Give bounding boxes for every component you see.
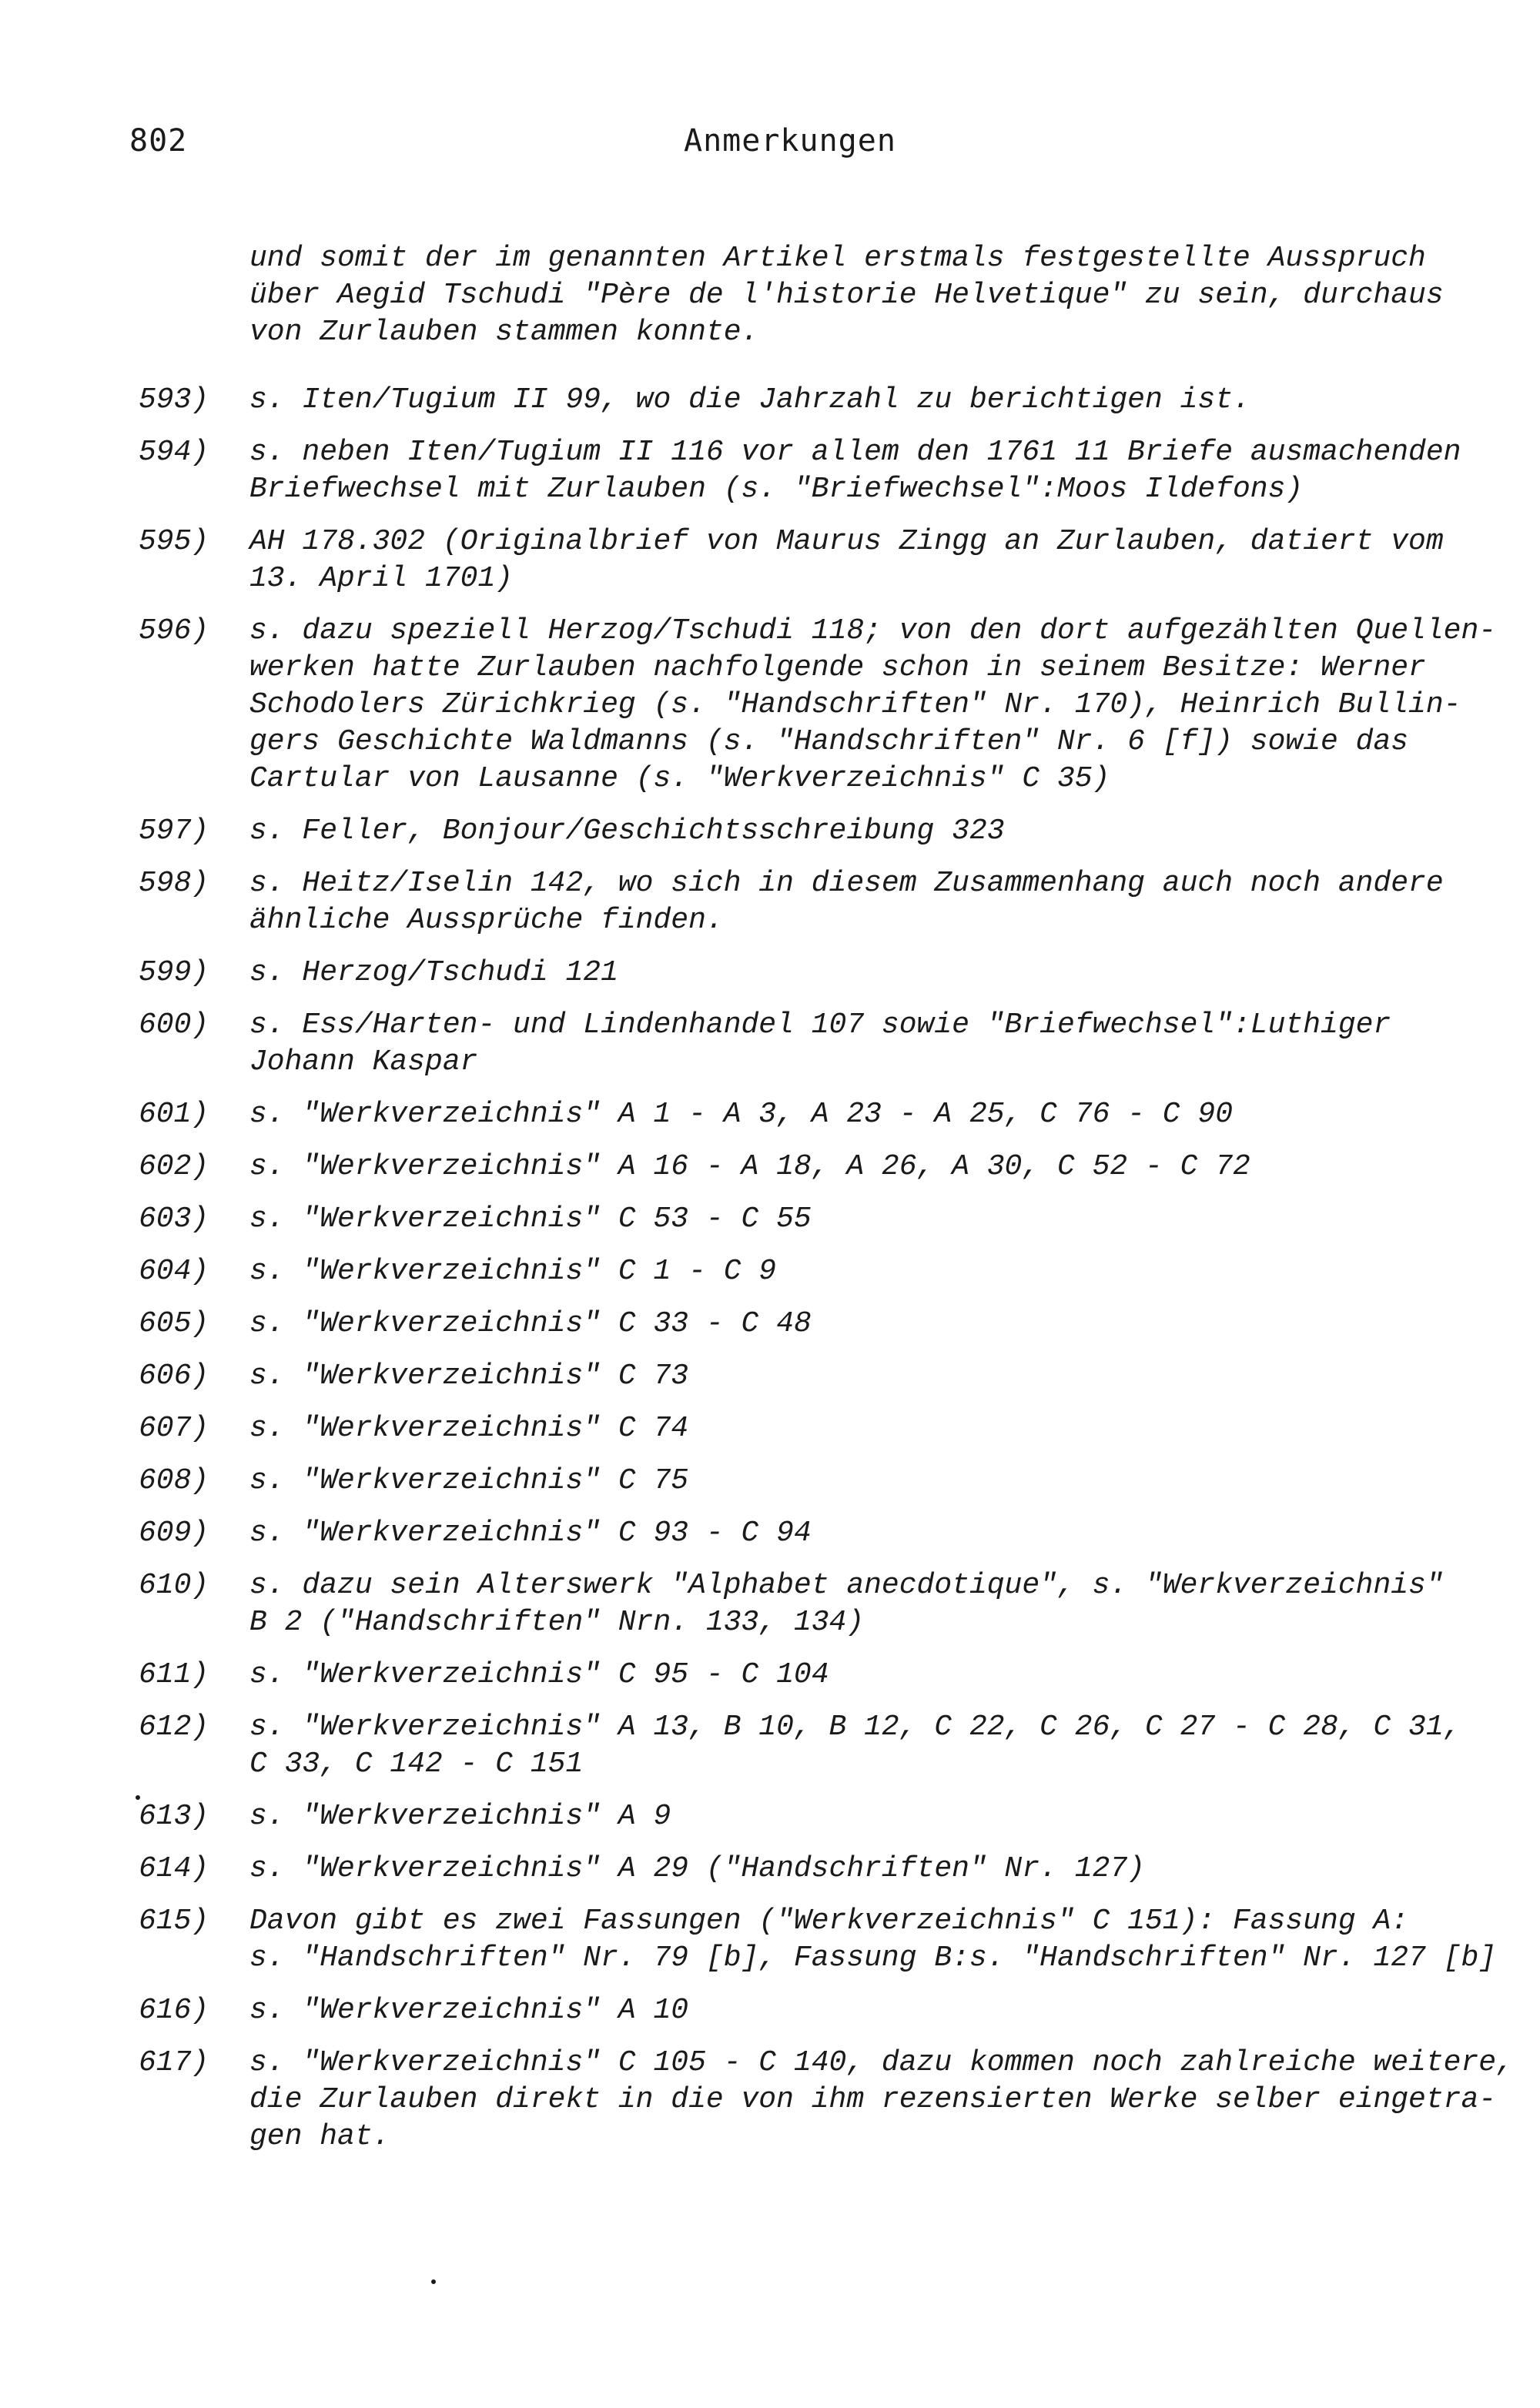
text-line: s. "Werkverzeichnis" A 10 — [249, 1994, 689, 2027]
text-line: s. "Werkverzeichnis" C 1 - C 9 — [249, 1255, 777, 1288]
endnote-text — [249, 1253, 1494, 1290]
text-line: s. "Werkverzeichnis" C 95 - C 104 — [249, 1658, 829, 1691]
text-line: B 2 ("Handschriften" Nrn. 133, 134) — [249, 1606, 865, 1639]
stray-mark — [136, 1795, 140, 1800]
endnote — [139, 1851, 1494, 1888]
endnote — [139, 1410, 1494, 1447]
text-line: s. Herzog/Tschudi 121 — [249, 956, 618, 989]
endnote — [139, 1201, 1494, 1238]
text-line: Schodolers Zürichkrieg (s. "Handschriften" Nr. 170), Heinrich Bullin- — [249, 688, 1461, 721]
endnote-number: 610) — [139, 1569, 209, 1602]
endnote-text — [249, 1358, 1494, 1395]
endnote — [139, 1515, 1494, 1552]
text-line: werken hatte Zurlauben nachfolgende schon in seinem Besitze: Werner — [249, 651, 1426, 684]
text-line: Cartular von Lausanne (s. "Werkverzeichnis" C 35) — [249, 762, 1110, 795]
endnote — [139, 1096, 1494, 1133]
endnote — [139, 613, 1497, 798]
text-line: s. "Werkverzeichnis" A 13, B 10, B 12, C 22, C 26, C 27 - C 28, C 31, — [249, 1711, 1461, 1744]
page-header — [129, 123, 1485, 169]
endnote-number: 601) — [139, 1098, 209, 1131]
endnote — [139, 813, 1494, 850]
endnote — [139, 865, 1494, 939]
endnote — [139, 1657, 1494, 1694]
text-line: Johann Kaspar — [249, 1045, 478, 1079]
endnote-number: 614) — [139, 1852, 209, 1885]
endnote — [139, 1149, 1494, 1186]
text-line: gers Geschichte Waldmanns (s. "Handschriften" Nr. 6 [f]) sowie das — [249, 725, 1409, 758]
endnote-number: 596) — [139, 614, 209, 647]
text-line: s. Feller, Bonjour/Geschichtsschreibung 323 — [249, 814, 1005, 848]
endnote-number: 611) — [139, 1658, 209, 1691]
endnote-number: 612) — [139, 1711, 209, 1744]
endnote-number: 605) — [139, 1307, 209, 1340]
endnote — [139, 1567, 1494, 1641]
text-line: s. dazu sein Alterswerk "Alphabet anecdotique", s. "Werkverzeichnis" — [249, 1569, 1444, 1602]
endnote-text — [249, 434, 1494, 508]
endnotes-list — [139, 366, 1514, 2155]
text-line: s. "Werkverzeichnis" C 53 - C 55 — [249, 1202, 812, 1236]
endnote-number: 617) — [139, 2046, 209, 2079]
text-line: s. neben Iten/Tugium II 116 vor allem den 1761 11 Briefe ausmachenden — [249, 436, 1461, 469]
endnote-text — [249, 1463, 1494, 1500]
text-line: s. dazu speziell Herzog/Tschudi 118; von den dort aufgezählten Quellen- — [249, 614, 1497, 647]
endnote-text — [249, 382, 1494, 419]
stray-mark — [431, 2279, 436, 2284]
text-line: s. "Handschriften" Nr. 79 [b], Fassung B:s. "Handschriften" Nr. 127 [b] — [249, 1941, 1497, 1975]
endnote-text — [249, 1096, 1494, 1133]
endnote-number: 600) — [139, 1008, 209, 1042]
endnote-text — [249, 1709, 1494, 1783]
page-number: 802 — [129, 123, 188, 159]
endnote — [139, 2045, 1514, 2155]
text-line: s. "Werkverzeichnis" C 75 — [249, 1464, 689, 1497]
endnote — [139, 955, 1494, 992]
text-line: s. "Werkverzeichnis" C 93 - C 94 — [249, 1517, 812, 1550]
text-line: s. "Werkverzeichnis" A 29 ("Handschriften" Nr. 127) — [249, 1852, 1145, 1885]
endnote-number: 609) — [139, 1517, 209, 1550]
text-line: die Zurlauben direkt in die von ihm rezensierten Werke selber eingetra- — [249, 2083, 1497, 2116]
endnote-number: 599) — [139, 956, 209, 989]
text-line: C 33, C 142 - C 151 — [249, 1747, 584, 1781]
endnote — [139, 1463, 1494, 1500]
endnote — [139, 434, 1494, 508]
text-line: s. "Werkverzeichnis" C 73 — [249, 1360, 689, 1393]
endnote-text — [249, 523, 1494, 597]
text-line: 13. April 1701) — [249, 562, 514, 595]
endnote-number: 615) — [139, 1905, 209, 1938]
endnote-number: 613) — [139, 1800, 209, 1833]
running-title: Anmerkungen — [684, 123, 896, 159]
endnote — [139, 1007, 1494, 1081]
endnote-text — [249, 1201, 1494, 1238]
endnote — [139, 523, 1494, 597]
text-line: ähnliche Aussprüche finden. — [249, 904, 724, 937]
endnote — [139, 1798, 1494, 1835]
endnote-text — [249, 865, 1494, 939]
endnote-text — [249, 1007, 1494, 1081]
endnote-text — [249, 813, 1494, 850]
endnote — [139, 1358, 1494, 1395]
endnote-number: 597) — [139, 814, 209, 848]
text-line: über Aegid Tschudi "Père de l'historie Helvetique" zu sein, durchaus — [249, 279, 1444, 312]
endnote-text — [249, 1903, 1496, 1977]
endnote-number: 604) — [139, 1255, 209, 1288]
endnote-text — [249, 1851, 1494, 1888]
endnote-text — [249, 1410, 1494, 1447]
endnote — [139, 382, 1494, 419]
continued-note-text — [249, 240, 1497, 351]
endnote-number: 598) — [139, 867, 209, 900]
endnote-text — [249, 613, 1496, 798]
endnote-text — [249, 1657, 1494, 1694]
text-line: s. Heitz/Iselin 142, wo sich in diesem Zusammenhang auch noch andere — [249, 867, 1444, 900]
text-line: Davon gibt es zwei Fassungen ("Werkverzeichnis" C 151): Fassung A: — [249, 1905, 1409, 1938]
endnote-number: 603) — [139, 1202, 209, 1236]
text-line: und somit der im genannten Artikel erstmals festgestellte Ausspruch — [249, 242, 1426, 275]
endnote-number: 595) — [139, 525, 209, 558]
endnote-text — [249, 1992, 1494, 2029]
endnote — [139, 1253, 1494, 1290]
endnote-text — [249, 955, 1494, 992]
text-line: AH 178.302 (Originalbrief von Maurus Zingg an Zurlauben, datiert vom — [249, 525, 1444, 558]
text-line: s. Ess/Harten- und Lindenhandel 107 sowie "Briefwechsel":Luthiger — [249, 1008, 1391, 1042]
text-line: s. "Werkverzeichnis" A 16 - A 18, A 26, A 30, C 52 - C 72 — [249, 1150, 1250, 1183]
text-line: s. "Werkverzeichnis" C 105 - C 140, dazu kommen noch zahlreiche weitere, — [249, 2046, 1514, 2079]
endnote-number: 602) — [139, 1150, 209, 1183]
endnote-text — [249, 1567, 1494, 1641]
endnote-number: 616) — [139, 1994, 209, 2027]
endnote — [139, 1306, 1494, 1343]
text-line: s. Iten/Tugium II 99, wo die Jahrzahl zu berichtigen ist. — [249, 383, 1250, 416]
text-line: s. "Werkverzeichnis" A 9 — [249, 1800, 671, 1833]
endnote-text — [249, 2045, 1514, 2155]
text-line: von Zurlauben stammen konnte. — [249, 316, 759, 349]
endnote-number: 608) — [139, 1464, 209, 1497]
endnote-text — [249, 1515, 1494, 1552]
endnote — [139, 1903, 1497, 1977]
endnote-text — [249, 1798, 1494, 1835]
endnote-text — [249, 1306, 1494, 1343]
endnote-number: 607) — [139, 1412, 209, 1445]
endnote-number: 593) — [139, 383, 209, 416]
endnote-text — [249, 1149, 1494, 1186]
endnote — [139, 1709, 1494, 1783]
endnote-number: 594) — [139, 436, 209, 469]
text-line: s. "Werkverzeichnis" A 1 - A 3, A 23 - A 25, C 76 - C 90 — [249, 1098, 1234, 1131]
text-line: gen hat. — [249, 2120, 390, 2153]
text-line: Briefwechsel mit Zurlauben (s. "Briefwechsel":Moos Ildefons) — [249, 473, 1304, 506]
text-line: s. "Werkverzeichnis" C 74 — [249, 1412, 689, 1445]
endnote-number: 606) — [139, 1360, 209, 1393]
endnote — [139, 1992, 1494, 2029]
text-line: s. "Werkverzeichnis" C 33 - C 48 — [249, 1307, 812, 1340]
